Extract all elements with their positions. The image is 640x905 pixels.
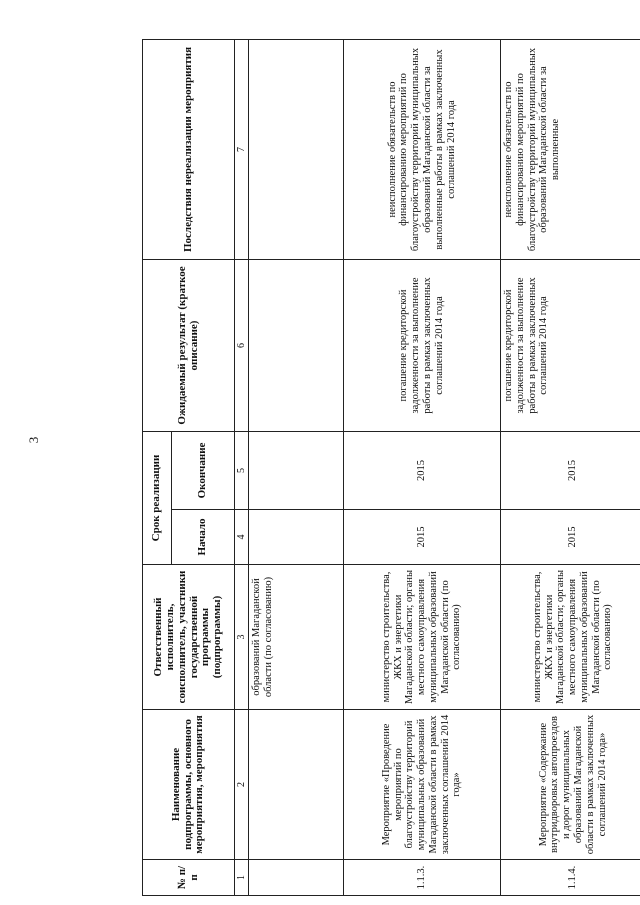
column-number: 3 [235, 565, 249, 710]
row-executor: министерство строительства, ЖКХ и энергетики Магаданской области; органы местного самоуправления муниципальных образований Магаданской области (по согласованию) [501, 565, 640, 710]
row-num: 1.1.3. [344, 860, 501, 896]
column-number-row [235, 39, 249, 895]
row-start: 2015 [501, 510, 640, 565]
row-name: Мероприятие «Проведение мероприятий по благоустройству территорий муниципальных образований Магаданской области в рамках заключенных соглашений 2014 года» [344, 710, 501, 860]
table-row [344, 39, 501, 895]
table-cell [249, 259, 344, 431]
table-row [501, 39, 640, 895]
table-cell [249, 431, 344, 509]
program-activities-table [142, 39, 640, 896]
table-header-row [143, 39, 172, 895]
row-num: 1.1.4. [501, 860, 640, 896]
column-number: 6 [235, 259, 249, 431]
row-end: 2015 [344, 431, 501, 509]
column-number: 4 [235, 510, 249, 565]
column-number: 1 [235, 860, 249, 896]
header-num: № п/п [143, 860, 235, 896]
row-consequences: неисполнение обязательств по финансированию мероприятий по благоустройству территорий муниципальных образований Магаданской области за выполненные [501, 39, 640, 259]
row-result: погашение кредиторской задолженности за выполнение работы в рамках заключенных соглашений 2014 года [501, 259, 640, 431]
header-start: Начало [172, 510, 235, 565]
row-consequences: неисполнение обязательств по финансированию мероприятий по благоустройству территорий муниципальных образований Магаданской области за выполненные работы в рамках заключенных соглашений 2014 года [344, 39, 501, 259]
continued-executor-cell: образований Магаданской области (по согласованию) [249, 565, 344, 710]
header-period: Срок реализации [143, 431, 172, 564]
rotated-page-content [141, 0, 640, 900]
row-name: Мероприятие «Содержание внутридворовых автопроездов и дорог муниципальных образований Магаданской области в рамках заключенных соглашений 2014 года» [501, 710, 640, 860]
header-end: Окончание [172, 431, 235, 509]
table-cell [249, 39, 344, 259]
header-name: Наименование подпрограммы, основного мероприятия, мероприятия [143, 710, 235, 860]
row-executor: министерство строительства, ЖКХ и энергетики Магаданской области; органы местного самоуправления муниципальных образований Магаданской области (по согласованию) [344, 565, 501, 710]
row-result: погашение кредиторской задолженности за выполнение работы в рамках заключенных соглашений 2014 года [344, 259, 501, 431]
column-number: 7 [235, 39, 249, 259]
page-number: 3 [26, 436, 41, 444]
row-end: 2015 [501, 431, 640, 509]
table-cell [249, 710, 344, 860]
header-consequences: Последствия нереализации мероприятия [143, 39, 235, 259]
continuation-row [249, 39, 344, 895]
column-number: 2 [235, 710, 249, 860]
header-result: Ожидаемый результат (краткое описание) [143, 259, 235, 431]
row-start: 2015 [344, 510, 501, 565]
column-number: 5 [235, 431, 249, 509]
table-cell [249, 860, 344, 896]
header-executor: Ответственный исполнитель, соисполнитель, участники государственной программы (подпрограммы) [143, 565, 235, 710]
table-cell [249, 510, 344, 565]
